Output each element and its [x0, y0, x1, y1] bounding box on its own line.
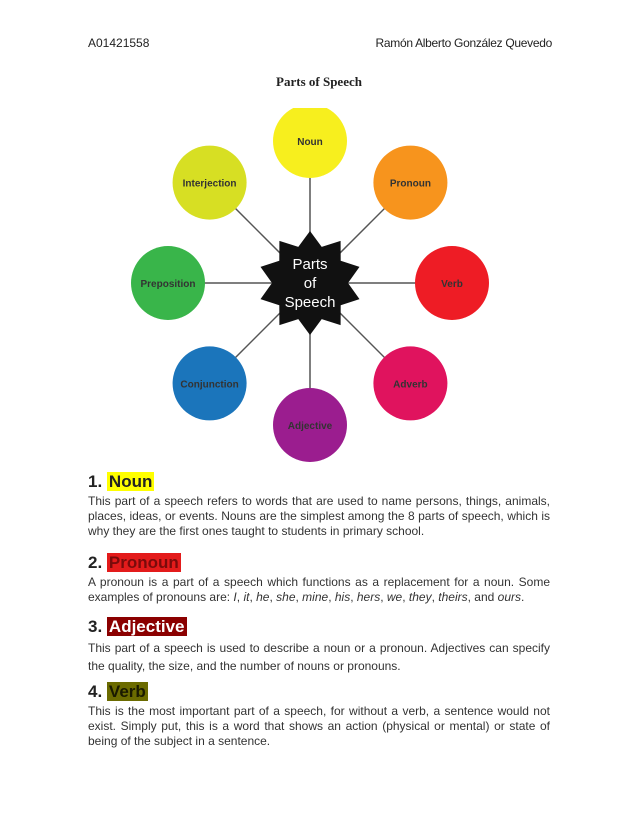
node-label: Pronoun	[389, 178, 431, 190]
center-label-line: Parts	[292, 256, 328, 273]
section-heading	[88, 682, 550, 702]
page-title: Parts of Speech	[276, 74, 362, 89]
author-name: Ramón Alberto González Quevedo	[375, 36, 552, 50]
pronoun-example: theirs	[438, 590, 468, 604]
section-noun	[88, 472, 550, 539]
section-text: This part of a speech is used to describe a noun or a pronoun. Adjectives can specify the quality, the size, and the number of nouns or pronouns.	[88, 641, 550, 673]
student-id: A01421558	[88, 36, 150, 50]
pronoun-example: hers	[356, 590, 381, 604]
pronoun-intro: A pronoun is a part of a speech which functions as a replacement for a noun. Some examples of pronouns are:	[88, 575, 550, 604]
section-heading	[88, 617, 550, 637]
pronoun-example: it	[243, 590, 250, 604]
section-label-noun: Noun	[108, 472, 153, 491]
node-label: Adverb	[393, 379, 428, 391]
section-pronoun	[88, 553, 550, 605]
section-adjective	[88, 617, 550, 675]
section-label-pronoun: Pronoun	[108, 553, 179, 572]
parts-of-speech-diagram	[120, 108, 500, 468]
node-label: Preposition	[140, 279, 196, 290]
pronoun-example: they	[408, 590, 432, 604]
center-label-line: of	[303, 275, 317, 292]
node-label: Adjective	[287, 421, 333, 432]
section-text: This is the most important part of a speech, for without a verb, a sentence would not exist. Simply put, this is a word that shows an action (physical or mental) or state of being of the subject in a sentence.	[88, 704, 550, 748]
node-label: Noun	[297, 137, 323, 148]
node-label: Interjection	[182, 178, 237, 190]
pronoun-example: mine	[302, 590, 329, 604]
section-verb	[88, 682, 550, 749]
node-label: Verb	[441, 279, 463, 290]
pronoun-example: I	[233, 590, 237, 604]
section-heading	[88, 472, 550, 492]
section-label-adjective: Adjective	[108, 617, 185, 636]
section-number: 1.	[88, 472, 103, 491]
section-text: This part of a speech refers to words that are used to name persons, things, animals, places, ideas, or events. Nouns are the simplest among the 8 parts of speech, which is why they are the first ones taught to students in primary school.	[88, 494, 550, 538]
center-label-line: Speech	[284, 294, 336, 311]
section-text: A pronoun is a part of a speech which functions as a replacement for a noun. Some examples of pronouns are: I, it, he, she, mine, his, hers, we, they, theirs, and ours.	[88, 575, 550, 604]
section-heading	[88, 553, 550, 573]
pronoun-examples: I, it, he, she, mine, his, hers, we, they, theirs,	[233, 590, 475, 604]
section-label-verb: Verb	[108, 682, 146, 701]
pronoun-example: his	[334, 590, 351, 604]
pronoun-example: ours	[497, 590, 521, 604]
and-word: and	[474, 590, 495, 604]
pronoun-example: we	[386, 590, 403, 604]
pronoun-example: she	[276, 590, 296, 604]
section-number: 3.	[88, 617, 103, 636]
section-number: 2.	[88, 553, 103, 572]
pronoun-example: he	[256, 590, 270, 604]
node-label: Conjunction	[180, 379, 239, 391]
section-number: 4.	[88, 682, 103, 701]
